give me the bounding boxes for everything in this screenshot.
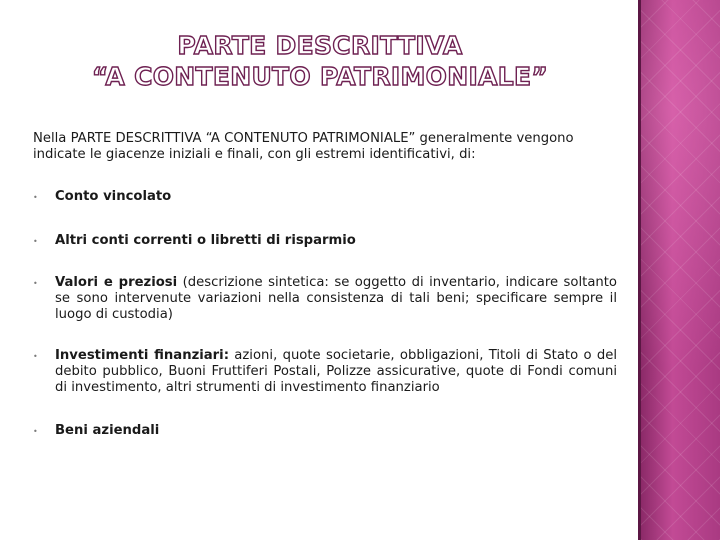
list-item-text: Conto vincolato bbox=[55, 189, 172, 204]
title-line-2: “A CONTENUTO PATRIMONIALE” bbox=[91, 62, 549, 91]
list-item-text: Investimenti finanziari: azioni, quote societarie, obbligazioni, Titoli di Stato o del debito pubblico, Buoni Fruttiferi Postali, Polizze assicurative, quote di Fondi comuni di investimento, altri strumenti di investimento finanziario bbox=[55, 348, 617, 395]
bullet-icon: • bbox=[33, 193, 38, 202]
bullet-icon: • bbox=[33, 237, 38, 246]
intro-paragraph: Nella PARTE DESCRITTIVA “A CONTENUTO PATRIMONIALE” generalmente vengono indicate le giacenze iniziali e finali, con gli estremi identificativi, di: bbox=[33, 131, 574, 162]
bullet-icon: • bbox=[33, 352, 38, 361]
list-item-text: Beni aziendali bbox=[55, 423, 160, 438]
list-item-text: Altri conti correnti o libretti di risparmio bbox=[55, 233, 356, 248]
decorative-sidebar bbox=[641, 0, 720, 540]
title-line-1: PARTE DESCRITTIVA bbox=[177, 31, 463, 60]
bullet-icon: • bbox=[33, 427, 38, 436]
bullet-icon: • bbox=[33, 279, 38, 288]
list-item-text: Valori e preziosi (descrizione sintetica: se oggetto di inventario, indicare soltanto se sono intervenute variazioni nella consistenza di tali beni; specificare sempre il luogo di custodia) bbox=[55, 275, 617, 322]
